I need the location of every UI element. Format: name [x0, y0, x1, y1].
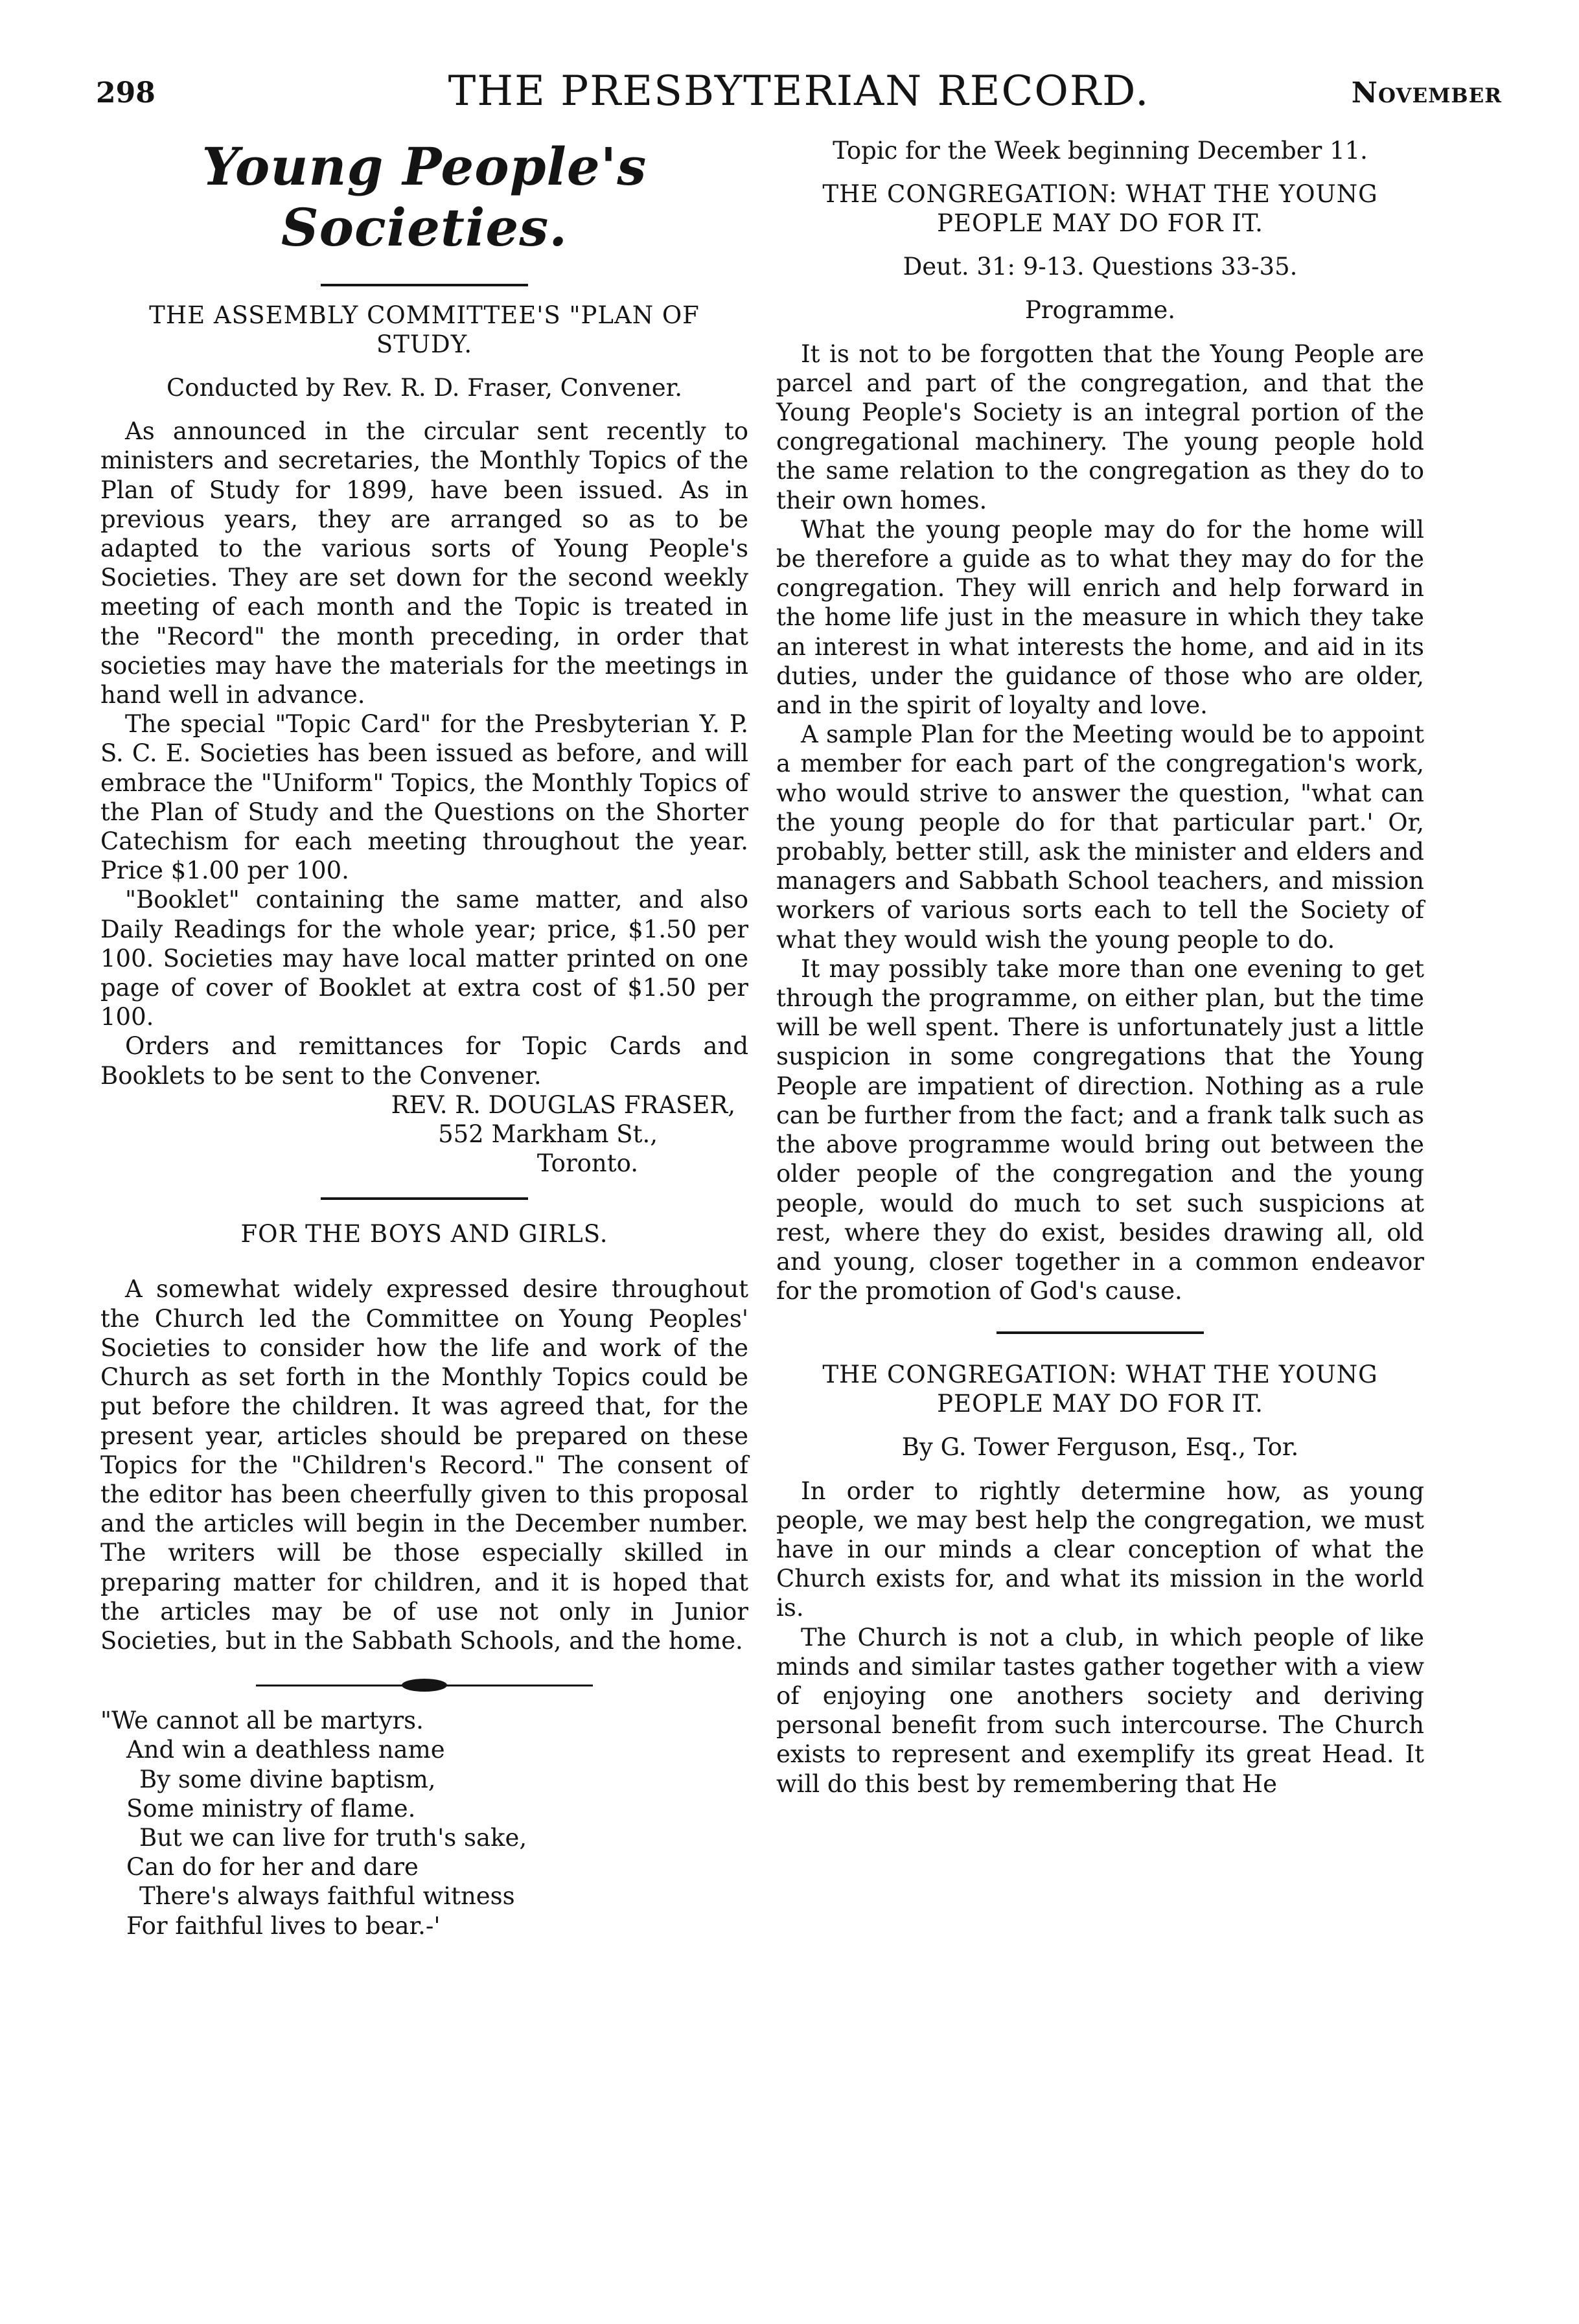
signature-city: Toronto.: [536, 1149, 638, 1178]
poem-line: But we can live for truth's sake,: [139, 1823, 527, 1852]
department-title: Young People's Societies.: [202, 136, 647, 258]
paragraph: The special "Topic Card" for the Presbyterian Y. P. S. C. E. Societies has been issued as before, and will embrace the "Uniform" Topics, the Monthly Topics of the Plan of Study and the Questions on the Shorter Catechism for each meeting throughout the year. Price $1.00 per 100.: [100, 710, 748, 885]
paragraph: It is not to be forgotten that the Young People are parcel and part of the congregation, and that the Young People's Society is an integral portion of the congregational machinery. The young people hold the same relation to the congregation as they do to their own homes.: [776, 339, 1424, 514]
section-heading-boys-and-girls: FOR THE BOYS AND GIRLS.: [240, 1220, 608, 1248]
poem-line: "We cannot all be martyrs.: [100, 1707, 424, 1735]
divider-rule: [321, 284, 528, 286]
journal-title: THE PRESBYTERIAN RECORD.: [448, 67, 1150, 115]
signature-name: REV. R. DOUGLAS FRASER,: [391, 1090, 735, 1119]
scripture-reference: Deut. 31: 9-13. Questions 33-35.: [903, 253, 1298, 281]
paragraph: In order to rightly determine how, as young people, we may best help the congregation, we must have in our minds a clear conception of what the Church exists for, and what its mission in the world is.: [776, 1477, 1424, 1622]
poem: [100, 1706, 748, 1940]
ornament-divider: [256, 1679, 593, 1692]
page-header: [96, 67, 1502, 126]
poem-line: For faithful lives to bear.-': [126, 1911, 441, 1940]
paragraph: "Booklet" containing the same matter, and also Daily Readings for the whole year; price, $1.50 per 100. Societies may have local matter printed on one page of cover of Booklet at extra cost of $1.50 per 100.: [100, 886, 748, 1031]
paragraph: The Church is not a club, in which people of like minds and similar tastes gather together with a view of enjoying one anothers society and deriving personal benefit from such intercourse. The Church exists to represent and exemplify its great Head. It will do this best by remembering that He: [776, 1623, 1424, 1798]
divider-rule: [321, 1197, 528, 1200]
left-column: [100, 136, 748, 1940]
paragraph: A somewhat widely expressed desire throughout the Church led the Committee on Young Peoples' Societies to consider how the life and work of the Church as set forth in the Monthly Topics could be put before the children. It was agreed that, for the present year, articles should be prepared on these Topics for the "Children's Record." The consent of the editor has been cheerfully given to this proposal and the articles will begin in the December number. The writers will be those especially skilled in preparing matter for children, and it is hoped that the articles may be of use not only in Junior Societies, but in the Sabbath Schools, and the home.: [100, 1275, 748, 1655]
paragraph: A sample Plan for the Meeting would be to appoint a member for each part of the congregation's work, who would strive to answer the question, "what can the young people do for that particular part.' Or, probably, better still, ask the minister and elders and managers and Sabbath School teachers, and mission workers of various sorts each to tell the Society of what they would wish the young people to do.: [776, 720, 1424, 954]
programme-label: Programme.: [1024, 296, 1176, 325]
paragraph: It may possibly take more than one evening to get through the programme, on either plan, but the time will be well spent. There is unfortunately just a little suspicion in some congregations that the Young People are impatient of direction. Nothing as a rule can be further from the fact; and a frank talk such as the above programme would bring out between the older people of the congregation and the young people, would do much to set such suspicions at rest, where they do exist, besides drawing all, old and young, closer together in a common endeavor for the promotion of God's cause.: [776, 954, 1424, 1306]
paragraph: As announced in the circular sent recently to ministers and secretaries, the Monthly Topics of the Plan of Study for 1899, have been issued. As in previous years, they are arranged so as to be adapted to the various sorts of Young People's Societies. They are set down for the second weekly meeting of each month and the Topic is treated in the "Record" the month preceding, in order that societies may have the materials for the meetings in hand well in advance.: [100, 417, 748, 709]
poem-line: Some ministry of flame.: [126, 1794, 416, 1823]
signature-address: 552 Markham St.,: [438, 1120, 658, 1149]
section-heading-plan-of-study: THE ASSEMBLY COMMITTEE'S "PLAN OF STUDY.: [149, 301, 700, 358]
section-heading-congregation-2: THE CONGREGATION: WHAT THE YOUNG PEOPLE MAY DO FOR IT.: [822, 1361, 1378, 1418]
right-column: [776, 136, 1424, 1799]
byline: By G. Tower Ferguson, Esq., Tor.: [901, 1433, 1299, 1462]
page-number: 298: [96, 76, 156, 109]
section-heading-congregation: THE CONGREGATION: WHAT THE YOUNG PEOPLE MAY DO FOR IT.: [822, 180, 1378, 238]
topic-line: Topic for the Week beginning December 11.: [833, 137, 1368, 165]
poem-line: By some divine baptism,: [139, 1765, 436, 1793]
byline: Conducted by Rev. R. D. Fraser, Convener.: [166, 374, 683, 402]
issue-month: November: [1351, 76, 1502, 109]
paragraph: Orders and remittances for Topic Cards and Booklets to be sent to the Convener.: [100, 1032, 748, 1090]
divider-rule: [997, 1331, 1204, 1334]
poem-line: And win a deathless name: [126, 1736, 445, 1764]
poem-line: Can do for her and dare: [126, 1853, 419, 1881]
paragraph: What the young people may do for the home will be therefore a guide as to what they may do for the congregation. They will enrich and help forward in the home life just in the measure in which they take an interest in what interests the home, and aid in its duties, under the guidance of those who are older, and in the spirit of loyalty and love.: [776, 515, 1424, 720]
poem-line: There's always faithful witness: [139, 1882, 515, 1911]
